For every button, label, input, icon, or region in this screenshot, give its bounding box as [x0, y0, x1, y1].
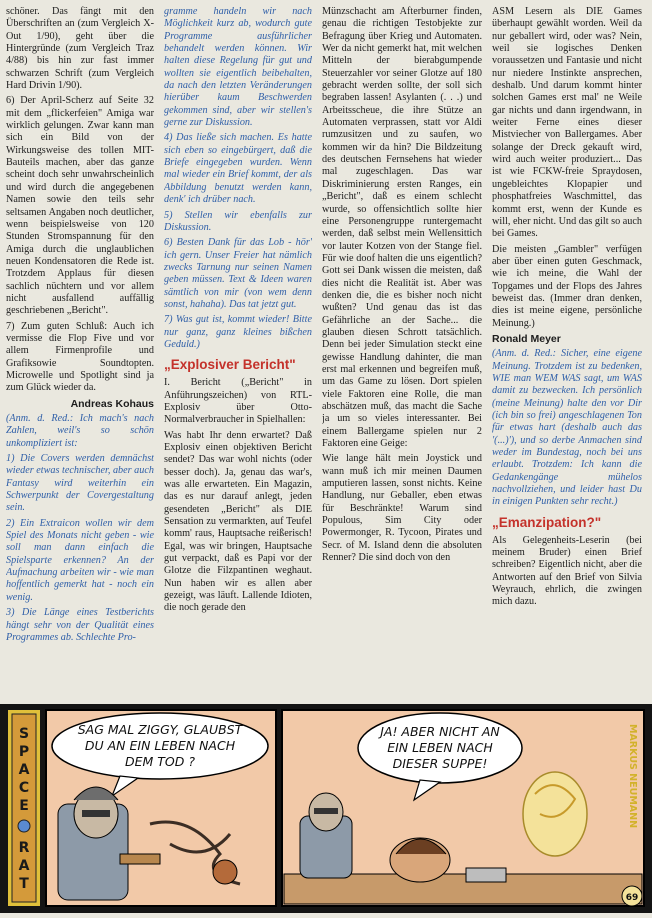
- letter-paragraph: Was habt Ihr denn erwartet? Daß Explosiv einen objektiven Bericht sendet? Das war wohl nichts (oder besser doch). Ja, genau das war's, was alle erwarteten. Ein Magazin, das es nur darauf anlegt, jeden gesendeten „Bericht" als DIE Sensation zu vermarkten, auf Teufel komm' raus, Hauptsache reißerisch! Egal, was wir bringen, Hauptsache gut verpackt, daß es Papi vor der Glotze die Filzpantinen weghaut. Nun haben wir es allen aber gezeigt, was läuft. Lallende Idioten, die noch gerade den: [164, 429, 312, 614]
- article-heading: „Emanzipation?": [492, 514, 602, 530]
- sidebar-letter: C: [18, 780, 30, 796]
- letter-paragraph: 6) Der April-Scherz auf Seite 32 mit dem „flickerfeien" Amiga war wirklich gelungen. Zwar kann man sich ein Bild von der Wirkungsweise des tollen MIT-Bauteils machen, aber das ganze scheint doch sehr unwahrscheinlich und wird durch die angegebenen Namen sowie den teils sehr seltsamen Angaben noch deutlicher, wenn beispielsweise von 120 Stunden Stromspannung für den Amiga durch die unglaublichen neuen Kondensatoren die Rede ist. Trotzdem Applaus für diesen sachlich nüchtern und vor allem nicht ausfallend auffällig geschriebenen „Bericht".: [6, 95, 154, 317]
- letter-paragraph: Die meisten „Gambler" verfügen aber über einen guten Geschmack, wie ich meine, die Wahl der Topgames und der Flops des Jahres beweist das. (Immer dran denken, dies ist meine eigene, persönliche Meinung.): [492, 243, 642, 329]
- editor-note: (Anm. d. Red.: Sicher, eine eigene Meinung. Trotzdem ist zu bedenken, WIE man WEM WAS sagt, um WAS damit zu bezwecken. Ich persönlich (meine Meinung) halte den vor Dir (ich bin so frei) angeschlagenen Ton für etwas hart (deshalb auch das '(...)'), und so derbe Anmachen sind weder im Bundestag, noch bei uns erlaubt. Trotzdem: Ich kann die Gedankengänge mühelos nachvollziehen, und leider hast Du in einigen Punkten sehr recht.): [492, 348, 642, 508]
- speech-line: SAG MAL ZIGGY, GLAUBST: [77, 722, 243, 737]
- sidebar-letter: S: [18, 726, 30, 742]
- sidebar-letter: R: [18, 840, 30, 856]
- letter-paragraph: I. Bericht („Bericht" in Anführungszeichen) von RTL-Explosiv über Otto-Normalverbraucher in Spielhallen:: [164, 377, 312, 426]
- letter-paragraph: 7) Zum guten Schluß: Auch ich vermisse die Flop Five und vor allem Firmenprofile und Grafiksowie Soundtopten. Microwelle und Spotlight sind ja zum Glück wieder da.: [6, 320, 154, 394]
- column-3: [322, 6, 482, 702]
- letter-paragraph: Wie lange hält mein Joystick und wann muß ich mir meinen Daumen amputieren lassen, sonst nichts. Keine Handlung, nur Geballer, eben etwas für Beschränkte! Warum sind Populous, Sim City oder Powermonger, R. Tycoon, Pirates und Secr. of M. Island denn die absoluten Renner? Die sind doch von den: [322, 453, 482, 564]
- speech-line: DEM TOD ?: [125, 754, 195, 769]
- article-heading: „Explosiver Bericht": [164, 357, 296, 373]
- editor-note: 7) Was gut ist, kommt wieder! Bitte nur ganz, ganz kleines bißchen Geduld.): [164, 314, 312, 350]
- sidebar-letter: A: [18, 858, 30, 874]
- editor-note: 6) Besten Dank für das Lob - hör' ich gern. Unser Freier hat nämlich zwecks Tarnung nur seinen Namen geben müssen. Text & Ideen waren sämtlich von mir (von wem denn sonst, hahaha). Das tat jetzt gut.: [164, 237, 312, 310]
- sidebar-letter: T: [19, 876, 29, 892]
- comic-artwork: [0, 704, 652, 913]
- letter-signature: Andreas Kohaus: [70, 397, 154, 410]
- editor-note: (Anm. d. Red.: Ich mach's nach Zahlen, weil's so schön unkompliziert ist:: [6, 413, 154, 449]
- editor-note: gramme handeln wir nach Möglichkeit kurz ab, wodurch gute Programme ausführlicher behandelt werden können. Wir halten diese Regelung für gut und wollten sie eigentlich beibehalten, da nach den letzten Veränderungen hierüber kaum Beschwerden gekommen sind, aber wir stellen's gerne zur Diskussion.: [164, 6, 312, 129]
- comic-strip: [0, 704, 652, 913]
- letter-paragraph: ASM Lesern als DIE Games überhaupt gewählt worden. Weil da nur geballert wird, oder was? Nein, weil sie logisches Denken voraussetzen und Fantasie und nicht nur niedere Instinkte ansprechen, deshalb. Und darum kommt hinter solchen Games erst mal' ne Weile gar nichts und dann irgendwann, in weiter Ferne eines dieser Mistviecher von Ballergames. Aber solange der Dreck gekauft wird, wird auch weiter produziert... Das ist wie FCKW-freie Spraydosen, ungebleichtes Klopapier und phosphatfreies Waschmittel, das kommt erst, wenn der Kunde es will, eher nicht. Und das gilt so auch bei Games.: [492, 6, 642, 240]
- sidebar-letter: P: [18, 744, 30, 760]
- editor-note: 2) Ein Extraicon wollen wir dem Spiel des Monats nicht geben - wie soll man dann einfach die Spielsparte erkennen? An der Aufmachung arbeiten wir - wie man hoffentlich gemerkt hat - noch ein wenig.: [6, 517, 154, 603]
- sidebar-letter: E: [19, 798, 29, 814]
- column-2: [164, 6, 312, 702]
- star-icon: [18, 820, 30, 832]
- soup-bowl-illustration: [466, 868, 506, 882]
- letter-paragraph: Als Gelegenheits-Leserin (bei meinem Bruder) einen Brief schreiben? Eigentlich nicht, aber die Antworten auf den Brief von Silvia Weyrauch, ehrlich, die zwingen mich dazu.: [492, 534, 642, 608]
- page-number: 69: [625, 893, 639, 903]
- speech-line: JA! ABER NICHT AN: [380, 724, 500, 739]
- speech-line: EIN LEBEN NACH: [387, 740, 493, 755]
- editor-note: 4) Das ließe sich machen. Es hatte sich eben so eingebürgert, daß die Briefe eingegeben wurden. Wenn mal wieder ein Brief kommt, der als Abbildung benutzt werden kann, denk' ich drüber nach.: [164, 132, 312, 206]
- column-1: [6, 6, 154, 702]
- editor-note: 3) Die Länge eines Testberichts hängt sehr von der Qualität eines Programmes ab. Schlechte Pro-: [6, 607, 154, 643]
- sidebar-letter: A: [18, 762, 30, 778]
- editor-note: 1) Die Covers werden demnächst wieder etwas technischer, aber auch Fantasy wird weiterhin ein Schwerpunkt der Covergestaltung sein.: [6, 453, 154, 514]
- editor-note: 5) Stellen wir ebenfalls zur Diskussion.: [164, 209, 312, 233]
- comic-character-chef: [390, 838, 450, 882]
- letter-paragraph: schöner. Das fängt mit den Überschriften an (zum Vergleich X-Out 1/90), geht über die Hintergründe (zum Vergleich Traz 4/88) bis hin zur fast immer schwarzen Schrift (zum Vergleich Hard Drivin 1/90).: [6, 6, 154, 92]
- artist-signature: MARKUS NEUMANN: [627, 724, 638, 829]
- speech-line: DIESER SUPPE!: [392, 756, 488, 771]
- letter-signature: Ronald Meyer: [492, 332, 561, 345]
- letter-paragraph: Münzschacht am Afterburner finden, genau die richtigen Testobjekte zur Befragung über Krieg und Automaten. Wer da nicht gemerkt hat, mit welchen Mitteln der bierabgumpende Steuerzahler vor seiner Glotze auf 180 gebracht werden sollte, der soll sich begraben lassen! Asylanten (. . .) und Arbeitsscheue, die ihre Stütze an Automaten verprassen, statt vor Aldi rumzusitzen und zu saufen, wo kommen wir da hin? Die Bildzeitung des deutschen Fernsehens hat wieder mal zugeschlagen. Das war Diskriminierung ersten Ranges, ein „Bericht", daß es einem schlecht wurde, so offensichtlich sollte hier eine Personengruppe runtergemacht werden, daß selbst mein Wellensittich vor lauter Kotzen von der Stange fiel. Für wie doof halten die uns eigentlich? Gott sei Dank wissen die meisten, daß dies nicht die Realität ist. Aber was denken die, die es bisher noch nicht wußten? Und genau das ist das Gefährliche an der Sache... die glauben diesen Schrott tatsächlich. Denn bei jeder Simulation steckt eine gewisse Handlung dahinter, die man erst mal erkennen und begreifen muß, um das Game zu lösen. Dort spielen viele Faktoren eine Rolle, die man abschätzen muß, das macht die Sache ja um so vieles interessanter. Bei einem Ballergame spielen nur 2 Faktoren eine Geige:: [322, 6, 482, 450]
- column-4: [492, 6, 642, 702]
- creature-illustration: [213, 860, 237, 884]
- speech-line: DU AN EIN LEBEN NACH: [84, 738, 236, 753]
